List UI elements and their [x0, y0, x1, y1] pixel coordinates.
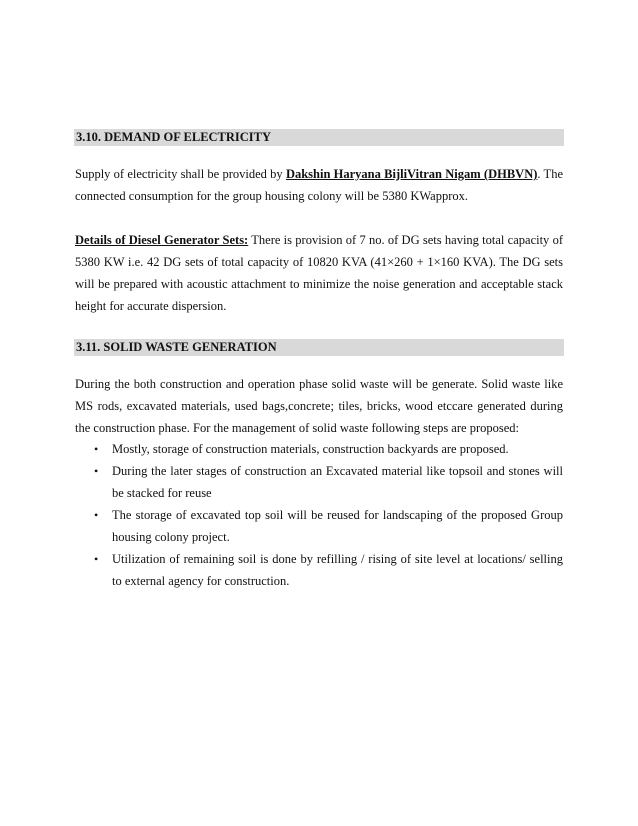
dg-sets-label: Details of Diesel Generator Sets: — [75, 233, 249, 247]
section-heading-demand-of-electricity: 3.10. DEMAND OF ELECTRICITY — [74, 129, 564, 146]
dhbvn-org-name: Dakshin Haryana BijliVitran Nigam (DHBVN) — [285, 167, 538, 181]
bullet-icon: • — [94, 552, 99, 566]
solid-waste-steps-list — [75, 438, 563, 592]
supply-text-post: . The connected consumption for the group housing colony will be 5380 KWapprox. — [75, 167, 563, 203]
list-item-text: Utilization of remaining soil is done by refilling / rising of site level at locations/ selling to external agency for construction. — [112, 552, 563, 588]
list-item-text: During the later stages of construction an Excavated material like topsoil and stones will be stacked for reuse — [112, 464, 563, 500]
list-item-text: The storage of excavated top soil will be reused for landscaping of the proposed Group housing colony project. — [112, 508, 563, 544]
bullet-icon: • — [94, 508, 99, 522]
list-item — [75, 438, 563, 460]
section-heading-solid-waste-generation: 3.11. SOLID WASTE GENERATION — [74, 339, 564, 356]
solid-waste-intro-paragraph: During the both construction and operation phase solid waste will be generate. Solid waste like MS rods, excavated materials, used bags,concrete; tiles, bricks, wood etccare generated during the construction phase. For the management of solid waste following steps are proposed: — [75, 377, 563, 435]
list-item — [75, 460, 563, 504]
supply-text-pre: Supply of electricity shall be provided by — [75, 167, 286, 181]
list-item — [75, 504, 563, 548]
bullet-icon: • — [94, 442, 99, 456]
bullet-icon: • — [94, 464, 99, 478]
list-item — [75, 548, 563, 592]
electricity-supply-paragraph — [75, 163, 563, 207]
dg-sets-text: There is provision of 7 no. of DG sets having total capacity of 5380 KW i.e. 42 DG sets of total capacity of 10820 KVA (41×260 + 1×160 KVA). The DG sets will be prepared with acoustic attachment to minimize the noise generation and acceptable stack height for accurate dispersion. — [75, 233, 563, 313]
list-item-text: Mostly, storage of construction materials, construction backyards are proposed. — [112, 442, 509, 456]
dg-sets-paragraph — [75, 229, 563, 317]
